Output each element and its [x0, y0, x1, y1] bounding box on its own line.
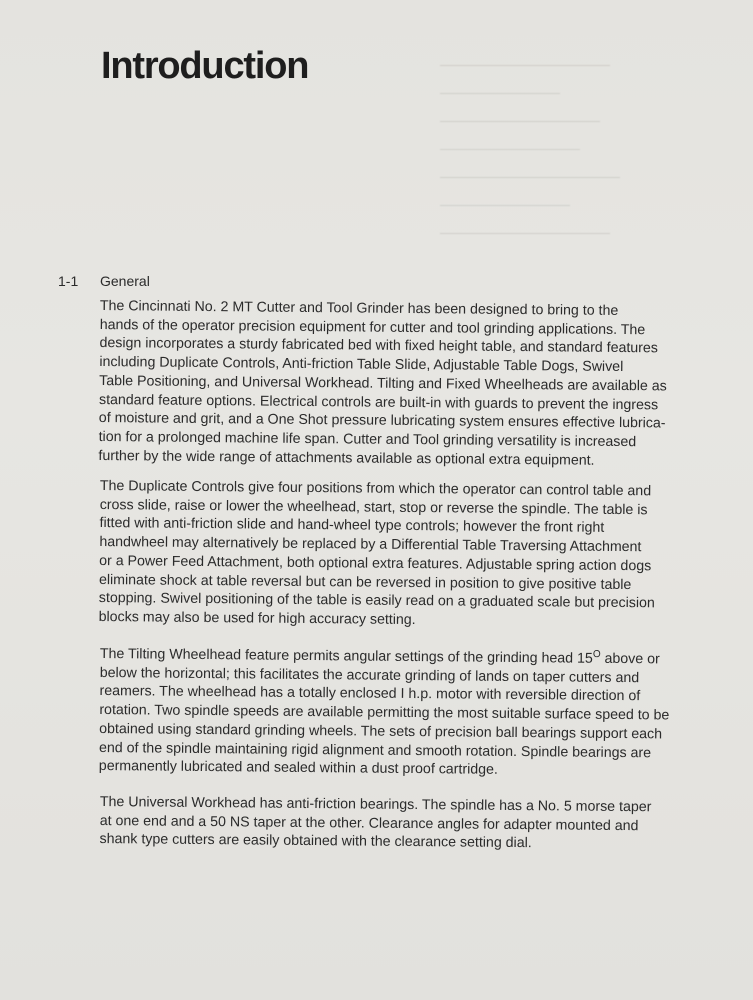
- section-heading: General: [100, 273, 150, 289]
- paragraph-tilting-wheelhead: [99, 645, 715, 782]
- degree-superscript: O: [592, 648, 601, 661]
- paragraph-general: [98, 297, 715, 471]
- paragraph-duplicate-controls: [99, 477, 715, 633]
- section-number: 1-1: [58, 273, 79, 289]
- paragraph-text: The Universal Workhead has anti-friction bearings. The spindle has a No. 5 morse taper at one end and a 50 NS taper at the other. Clearance angles for adapter mounted and shank type cutters are easily obtained with the clearance setting dial.: [99, 793, 652, 852]
- paragraph-text: The Cincinnati No. 2 MT Cutter and Tool Grinder has been designed to bring to the hands of the operator precision equipment for cutter and tool grinding applications. The design incorporates a sturdy fabricated bed with fixed height table, and standard features including Duplicate Controls, Anti-friction Table Slide, Adjustable Table Dogs, Swivel Table Positioning, and Universal Workhead. Tilting and Fixed Wheelheads are available as standard feature options. Electrical controls are built-in with guards to prevent the ingress of moisture and grit, and a One Shot pressure lubricating system ensures effective lubrica- tion for a prolonged machine life span. Cutter and Tool grinding versatility is increased further by the wide range of attachments available as optional extra equipment.: [98, 297, 667, 469]
- paragraph-universal-workhead: [99, 793, 715, 855]
- paragraph-text-start: The Tilting Wheelhead feature permits angular settings of the grinding head 15: [99, 645, 593, 667]
- paragraph-text: [99, 645, 715, 782]
- show-through-text: [440, 55, 660, 315]
- paragraph-text-rest: above or below the horizontal; this facilitates the accurate grinding of lands on taper cutters and reamers. The wheelhead has a totally enclosed I h.p. motor with reversible direction of rotation. Two spindle speeds are available permitting the most suitable surface speed to be obtained using standard grinding wheels. The sets of precision ball bearings support each end of the spindle maintaining rigid alignment and smooth rotation. Spindle bearings are permanently lubricated and sealed within a dust proof cartridge.: [98, 650, 670, 779]
- paragraph-text: The Duplicate Controls give four positions from which the operator can control table and cross slide, raise or lower the wheelhead, start, stop or reverse the spindle. The table is fitted with anti-friction slide and hand-wheel type controls; however the front right handwheel may alternatively be replaced by a Differential Table Traversing Attachment or a Power Feed Attachment, both optional extra features. Adjustable spring action dogs eliminate shock at table reversal but can be reversed in position to give positive table stopping. Swivel positioning of the table is easily read on a graduated scale but precision blocks may also be used for high accuracy setting.: [98, 477, 655, 628]
- page-title: Introduction: [101, 45, 309, 87]
